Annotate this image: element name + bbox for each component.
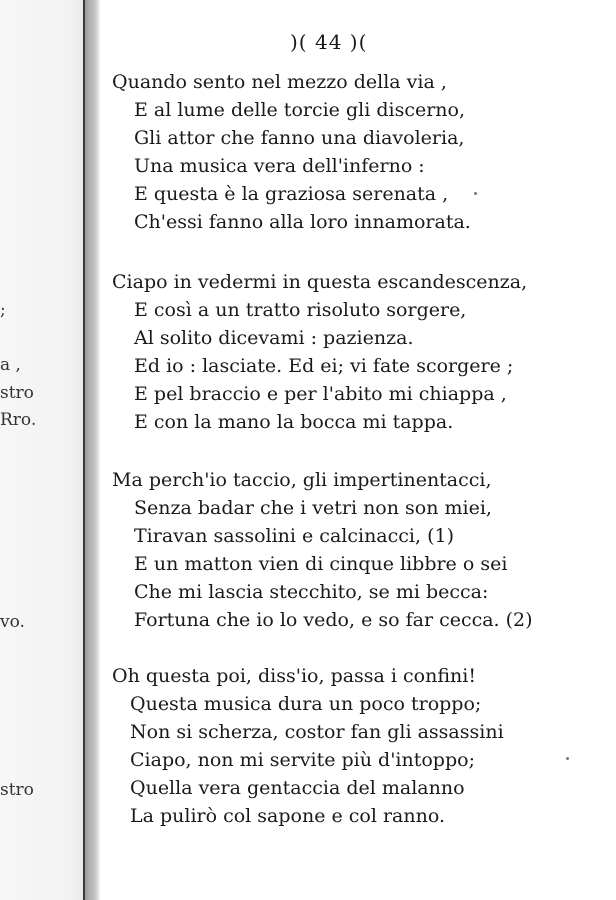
margin-fragment: stro — [0, 383, 34, 403]
verse-line: Ciapo, non mi servite più d'intoppo; — [130, 749, 475, 771]
paper-speck — [474, 192, 477, 195]
verse-line: E al lume delle torcie gli discerno, — [134, 99, 465, 121]
verse-line: Quella vera gentaccia del malanno — [130, 777, 465, 799]
verse-line: Una musica vera dell'inferno : — [134, 155, 425, 177]
verse-line: Gli attor che fanno una diavoleria, — [134, 127, 465, 149]
verse-line: Fortuna che io lo vedo, e so far cecca. (2) — [134, 609, 533, 631]
verse-line: La pulirò col sapone e col ranno. — [130, 805, 446, 827]
paper-speck — [566, 757, 569, 760]
margin-fragment: a , — [0, 355, 21, 375]
verse-line: Al solito dicevami : pazienza. — [134, 327, 414, 349]
margin-fragment: stro — [0, 780, 34, 800]
binding-shadow — [85, 0, 99, 900]
verse-line: E un matton vien di cinque libbre o sei — [134, 553, 508, 575]
margin-fragment: ; — [0, 300, 6, 320]
binding-edge — [83, 0, 85, 900]
verse-line: Questa musica dura un poco troppo; — [130, 693, 482, 715]
verse-line: Oh questa poi, diss'io, passa i confini! — [112, 665, 476, 687]
verse-line: Ciapo in vedermi in questa escandescenza, — [112, 271, 528, 293]
margin-fragment: Rro. — [0, 410, 37, 430]
verse-line: Senza badar che i vetri non son miei, — [134, 497, 492, 519]
verse-line: Che mi lascia stecchito, se mi becca: — [134, 581, 489, 603]
verse-line: Non si scherza, costor fan gli assassini — [130, 721, 504, 743]
page-number-header: )( 44 )( — [290, 30, 368, 54]
verse-line: Ma perch'io taccio, gli impertinentacci, — [112, 469, 492, 491]
verse-line: Ed io : lasciate. Ed ei; vi fate scorgere ; — [134, 355, 514, 377]
verse-line: E pel braccio e per l'abito mi chiappa , — [134, 383, 507, 405]
verse-line: Tiravan sassolini e calcinacci, (1) — [134, 525, 454, 547]
margin-fragment: vo. — [0, 612, 25, 632]
verse-line: E così a un tratto risoluto sorgere, — [134, 299, 467, 321]
verse-line: E con la mano la bocca mi tappa. — [134, 411, 454, 433]
verse-line: E questa è la graziosa serenata , — [134, 183, 449, 205]
verse-line: Quando sento nel mezzo della via , — [112, 71, 447, 93]
verse-line: Ch'essi fanno alla loro innamorata. — [134, 211, 471, 233]
